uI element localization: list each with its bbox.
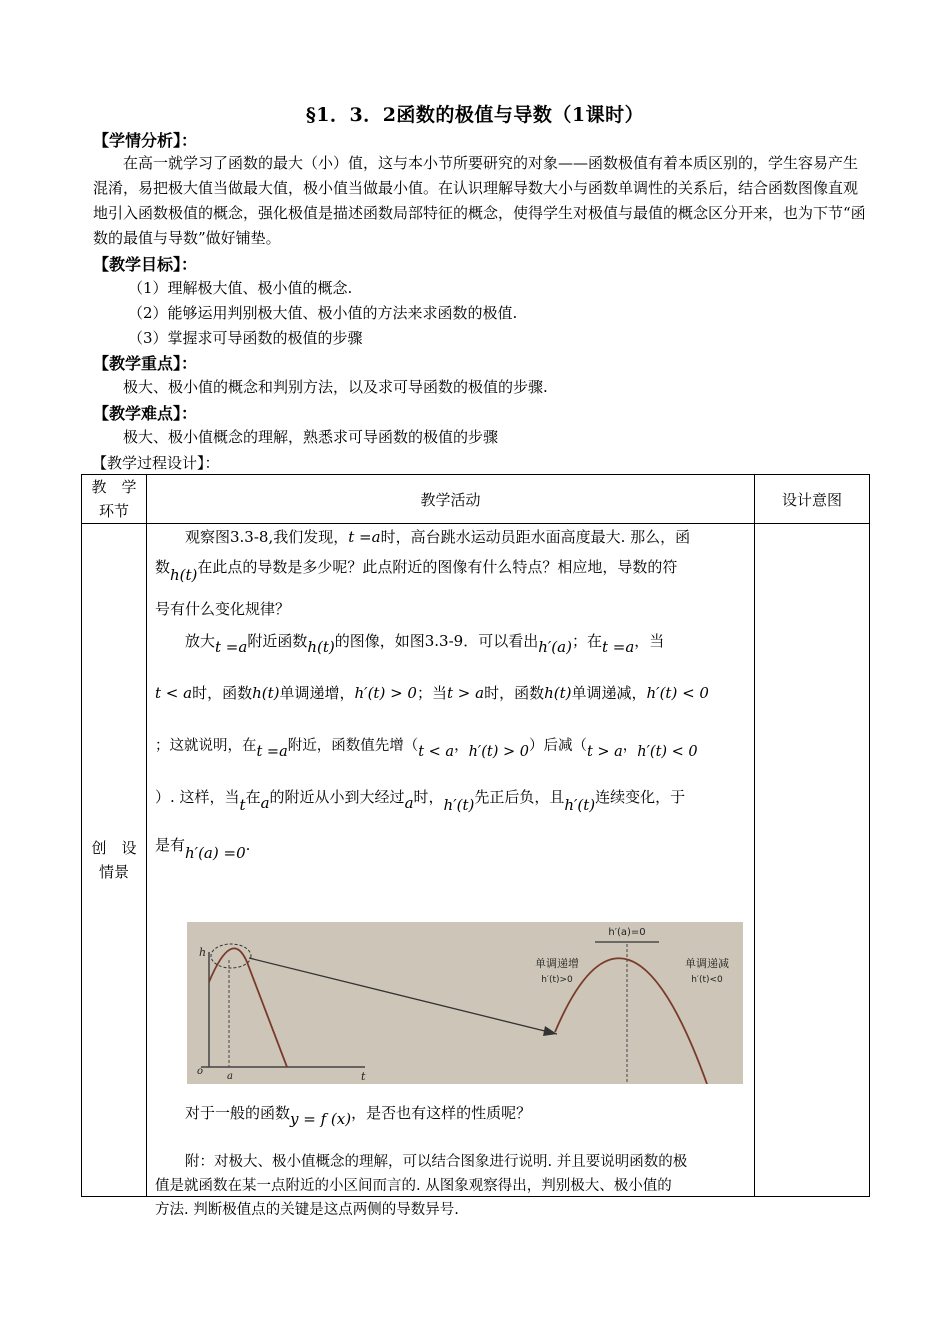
math-run: t =a (348, 528, 381, 546)
label-dec-cond: h′(t)<0 (691, 975, 723, 985)
text-run: 数 (155, 558, 171, 576)
text-run: ）后减（ (528, 738, 587, 754)
axis-label-t: t (361, 1070, 366, 1083)
math-run: h′(t) (443, 796, 475, 814)
goals-heading: 【教学目标】： (93, 255, 198, 274)
math-run: t < a (418, 744, 455, 760)
figure-3-3-9 (187, 922, 743, 1084)
math-run: t =a (601, 638, 635, 656)
axis-label-h: h (199, 946, 207, 959)
header-intent: 设计意图 (755, 475, 870, 524)
activity-line-5 (155, 682, 709, 703)
text-run: 在此点的导数是多少呢？此点附近的图像有什么特点？相应地，导数的符 (197, 558, 678, 576)
text-run: 先正后负，且 (474, 788, 565, 806)
document-title: §1．3．2函数的极值与导数（1课时） (305, 104, 645, 126)
math-run: t =a (256, 744, 288, 760)
header-stage-line2: 环节 (98, 502, 129, 520)
activity-line-4 (185, 630, 665, 656)
difficulty-heading: 【教学难点】： (93, 404, 198, 423)
math-run: h′(t) > 0 (468, 744, 529, 760)
math-run: t =a (215, 638, 248, 656)
goal-item-1: （1）理解极大值、极小值的概念. (128, 279, 353, 297)
text-run: 单调递增， (279, 684, 355, 702)
text-run: 的附近从小到大经过 (269, 788, 405, 806)
text-run: 时，函数 (192, 684, 253, 702)
origin-label: o (197, 1066, 204, 1077)
header-stage-line1: 教 学 (91, 478, 137, 496)
text-run: 附近函数 (247, 632, 308, 650)
text-run: 连续变化，于 (595, 788, 686, 806)
math-run: h′(a) =0 (185, 844, 246, 862)
math-run: h′(a) (538, 638, 572, 656)
text-run: ， (454, 738, 469, 754)
math-run: a (404, 794, 414, 812)
text-run: 放大 (185, 632, 216, 650)
header-activity: 教学活动 (147, 475, 755, 524)
math-run: h′(t) > 0 (354, 684, 417, 702)
stage-line2: 情景 (98, 863, 129, 881)
math-run: h′(t) < 0 (646, 684, 709, 702)
text-run: 的图像，如图3.3-9．可以看出 (334, 632, 539, 650)
figure-background (187, 922, 743, 1084)
label-increasing: 单调递增 (535, 957, 579, 970)
math-run: h(t) (307, 638, 335, 656)
text-run: ， (622, 738, 638, 754)
text-run: ；在 (571, 632, 602, 650)
analysis-heading: 【学情分析】： (93, 131, 198, 150)
text-run: 是有 (155, 836, 186, 854)
activity-line-3: 号有什么变化规律？ (155, 600, 291, 618)
text-run: 在 (245, 788, 261, 806)
activity-line-10: 附：对极大、极小值概念的理解，可以结合图象进行说明. 并且要说明函数的极 (185, 1154, 688, 1170)
difficulty-text: 极大、极小值概念的理解，熟悉求可导函数的极值的步骤 (123, 428, 499, 446)
stage-cell (82, 524, 147, 1197)
text-run: 时， (413, 788, 444, 806)
activity-line-12: 方法. 判断极值点的关键是这点两侧的导数异号. (155, 1202, 459, 1218)
text-run: ；这就说明，在 (155, 738, 257, 754)
math-run: t > a (586, 744, 623, 760)
label-top: h′(a)=0 (608, 927, 646, 938)
a-label: a (227, 1071, 233, 1082)
math-run: h(t) (170, 566, 198, 584)
math-run: t < a (155, 684, 193, 702)
goal-item-2: （2）能够运用判别极大值、极小值的方法来求函数的极值. (128, 304, 518, 322)
text-run: ；当 (416, 684, 447, 702)
math-run: h(t) (544, 684, 572, 702)
text-run: . (245, 836, 251, 854)
text-run: ，是否也有这样的性质呢？ (351, 1104, 532, 1122)
text-run: ，当 (634, 632, 665, 650)
activity-line-11: 值是就函数在某一点附近的小区间而言的. 从图象观察得出，判别极大、极小值的 (155, 1178, 672, 1194)
math-run: h′(t) (564, 796, 596, 814)
text-run: 时，函数 (484, 684, 545, 702)
math-run: t > a (446, 684, 485, 702)
math-run: h′(t) < 0 (637, 744, 698, 760)
process-heading: 【教学过程设计】： (92, 454, 220, 472)
activity-line-9 (185, 1102, 532, 1128)
text-run: 单调递减， (571, 684, 647, 702)
activity-line-6 (155, 734, 698, 760)
label-decreasing: 单调递减 (685, 957, 729, 970)
key-points-text: 极大、极小值的概念和判别方法，以及求可导函数的极值的步骤. (123, 378, 548, 396)
text-run: 对于一般的函数 (185, 1104, 291, 1122)
key-points-heading: 【教学重点】： (93, 354, 198, 373)
activity-line-7 (155, 786, 686, 814)
stage-line1: 创 设 (91, 839, 137, 857)
activity-line-1 (185, 526, 690, 547)
activity-line-2 (155, 556, 678, 584)
analysis-text: 在高一就学习了函数的最大（小）值，这与本小节所要研究的对象——函数极值有着本质区别的，学生容易产生混淆，易把极大值当做最大值，极小值当做最小值。在认识理解导数大小与函数单调性的关系后，结合函数图像直观地引入函数极值的概念，强化极值是描述函数局部特征的概念，使得学生对极值与最值的概念区分开来，也为下节“函数的最值与导数”做好铺垫。 (93, 154, 866, 247)
activity-line-8 (155, 834, 251, 862)
text-run: ）. 这样，当 (155, 788, 240, 806)
math-run: y = f (x) (290, 1110, 352, 1128)
table-header-row (82, 475, 870, 524)
lesson-table (81, 474, 870, 1218)
goal-item-3: （3）掌握求可导函数的极值的步骤 (128, 329, 363, 347)
activity-cell (147, 524, 755, 1218)
text-run: 附近，函数值先增（ (287, 738, 419, 754)
header-stage (82, 475, 147, 524)
text-run: 观察图3.3-8,我们发现， (185, 528, 349, 546)
table-row (82, 524, 870, 1197)
math-run: t (239, 796, 246, 814)
intent-cell (755, 524, 870, 1197)
label-inc-cond: h′(t)>0 (541, 975, 573, 985)
math-run: h(t) (252, 684, 280, 702)
math-run: a (260, 794, 270, 812)
text-run: 时，高台跳水运动员距水面高度最大. 那么，函 (380, 528, 691, 546)
